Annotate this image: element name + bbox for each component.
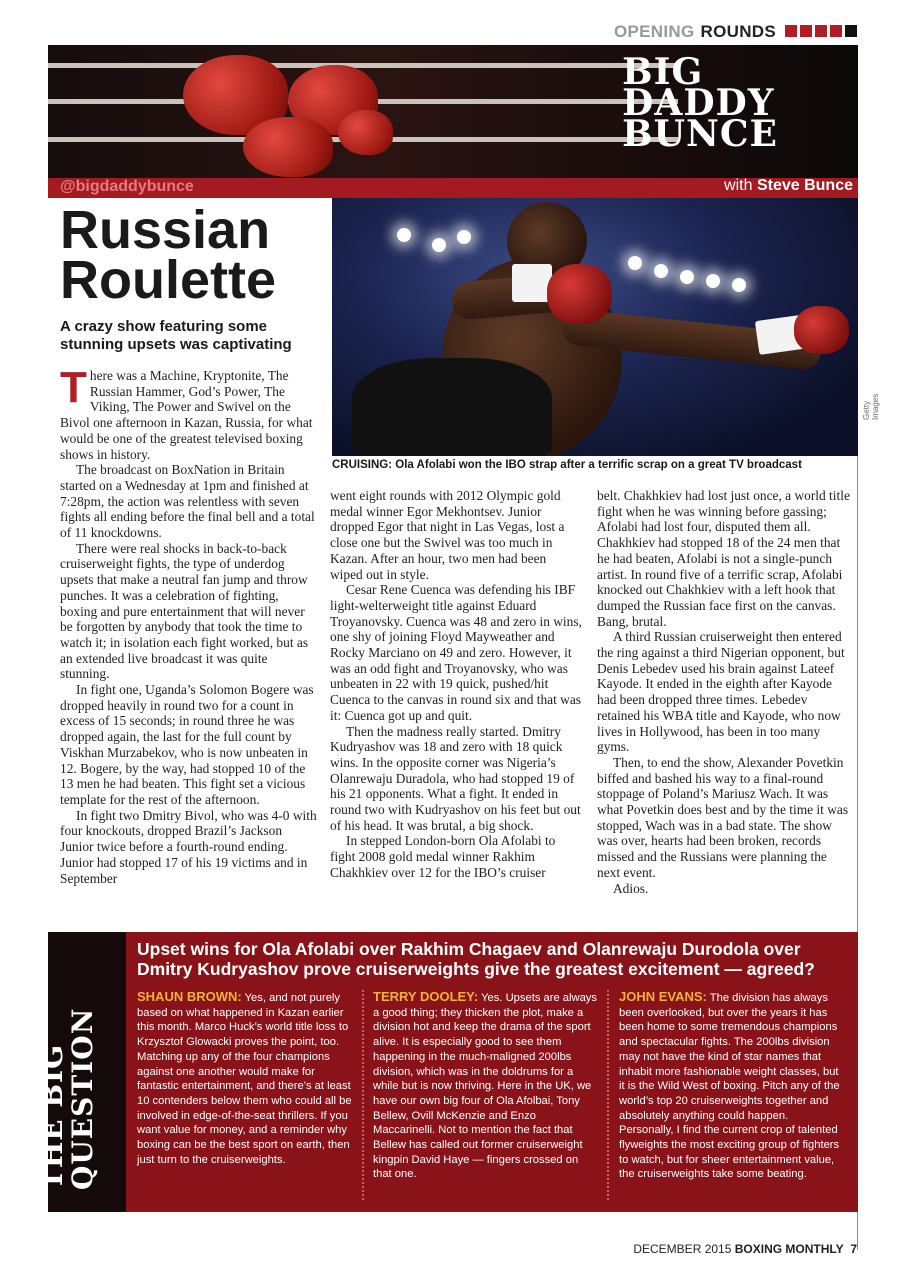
twitter-handle: @bigdaddybunce xyxy=(60,178,194,195)
answer-name: JOHN EVANS: xyxy=(619,989,707,1004)
paragraph: There were real shocks in back-to-back cruiserweight fights, the type of underdog upsets that make a neutral fan jump and throw punches. It was a celebration of fighting, boxing and pure entertainment that will never be forgotten by anybody that took the time to watch it; in isolation each fight worked, but as an extended live broadcast it was quite stunning. xyxy=(60,540,309,682)
paragraph: Then, to end the show, Alexander Povetkin biffed and bashed his way to a final-round stoppage of Poland’s Mariusz Wach. It was what Povetkin does best and by the time it was stopped, Wach was in a bad state. The show was over, hearts had been broken, records missed and the Russians were planning the next event. xyxy=(597,754,849,880)
section-squares xyxy=(782,22,857,42)
photo-caption: CRUISING: Ola Afolabi won the IBO strap after a terrific scrap on a great TV broadcast xyxy=(332,459,802,471)
paragraph: In stepped London-born Ola Afolabi to fight 2008 gold medal winner Rakhim Chakhkiev over 12 for the IBO’s cruiser xyxy=(330,833,556,880)
first-paragraph: There was a Machine, Kryptonite, The Russian Hammer, God’s Power, The Viking, The Power and Swivel on the Bivol one afternoon in Kazan, Russia, for what would be one of the greatest televised boxing shows in history. xyxy=(60,363,313,462)
answer-shaun-brown xyxy=(137,990,357,1167)
boxer-photo xyxy=(332,198,858,456)
paragraph: Cesar Rene Cuenca was defending his IBF light-welterweight title against Eduard Troyanovsky. Cuenca was 48 and zero in wins, one shy of joining Floyd Mayweather and Rocky Marciano on 49 and zero. However, it was an odd fight and Troyanovsky, who was unbeaten in 22 with 19 quick, pushed/hit Cuenca to the canvas in round six and that was it: Cuenca got up and quit. xyxy=(330,582,582,723)
author-name: Steve Bunce xyxy=(756,177,853,194)
magazine-name: BOXING MONTHLY xyxy=(734,1242,844,1256)
section-word-2: ROUNDS xyxy=(700,22,776,41)
issue-date: DECEMBER 2015 xyxy=(633,1242,732,1256)
paragraph: A third Russian cruiserweight then entered the ring against a third Nigerian opponent, but Denis Lebedev used his brain against Lateef Kayode. It ended in the eighth after Kayode had been dropped three times. Lebedev retained his WBA title and Kayode, who now lives in Hollywood, has been in too many gyms. xyxy=(597,629,845,755)
byline: with Steve Bunce xyxy=(724,177,853,194)
big-question-title: THE BIG QUESTION xyxy=(36,1007,99,1190)
big-question-text: Upset wins for Ola Afolabi over Rakhim Chagaev and Olanrewaju Durodola over Dmitry Kudryashov prove cruiserweights give the greatest excitement — agreed? xyxy=(137,939,815,979)
article-column-1 xyxy=(60,363,318,886)
answer-name: TERRY DOOLEY: xyxy=(373,989,479,1004)
answer-text: Yes, and not purely based on what happened in Kazan earlier this month. Marco Huck’s world title loss to Krzysztof Glowacki proves the point, too. Matching up any of the four champions against one another would make for fantastic entertainment, and there’s at least 10 contenders below them who could all be involved in edge-of-the-seat thrillers. If you want value for money, and a reminder why boxing can be the best sport on earth, then just turn to the cruiserweights. xyxy=(137,992,352,1166)
paragraph: The broadcast on BoxNation in Britain started on a Wednesday at 1pm and finished at 7:28pm, the action was relentless with seven fights all ending before the final bell and a total of 11 knockdowns. xyxy=(60,462,315,541)
answer-text: The division has always been overlooked, but over the years it has been home to some tremendous champions and spectacular fights. The 200lbs division may not have the kind of star names that inhabit more fashionable weight classes, but it is the Wild West of boxing. Pitch any of the world’s top 20 cruiserweights together and absolutely anything could happen. Personally, I find the current crop of talented flyweights the most exciting group of fighters to watch, but for sheer entertainment value, the cruiserweights take some beating. xyxy=(619,992,840,1181)
paragraph: In fight one, Uganda’s Solomon Bogere was dropped heavily in round two for a count in excess of 15 seconds; in round three he was dropped again, the last for the full count by Viskhan Murzabekov, who is now unbeaten in 12. Bogere, by the way, had stopped 10 of the 13 men he had beaten. This fight set a vicious template for the rest of the afternoon. xyxy=(60,682,314,807)
paragraph: went eight rounds with 2012 Olympic gold medal winner Egor Mekhontsev. Junior dropped Egor that night in Las Vegas, lost a close one but the Swivel was too much in Kazan. After an hour, two men had been wiped out in style. xyxy=(330,488,565,582)
standfirst: A crazy show featuring some stunning upsets was captivating xyxy=(60,318,292,353)
answer-john-evans xyxy=(619,990,841,1182)
column-divider xyxy=(362,990,364,1200)
photo-credit: Getty Images xyxy=(862,393,880,420)
column-title: BIG DADDY BUNCE xyxy=(622,51,778,155)
section-label xyxy=(614,22,857,42)
headline: Russian Roulette xyxy=(60,200,276,310)
column-banner xyxy=(48,45,858,180)
answer-name: SHAUN BROWN: xyxy=(137,989,242,1004)
answer-terry-dooley xyxy=(373,990,598,1182)
section-word-1: OPENING xyxy=(614,22,695,41)
page-footer xyxy=(633,1242,857,1256)
paragraph: In fight two Dmitry Bivol, who was 4-0 with four knockouts, dropped Brazil’s Jackson Junior twice before a fourth-round ending. Junior had stopped 17 of his 19 victims and in September xyxy=(60,807,317,886)
article-column-2 xyxy=(330,488,582,881)
column-divider xyxy=(607,990,609,1200)
answer-text: Yes. Upsets are always a good thing; they thicken the plot, make a division hot and keep the drama of the sport alive. It is especially good to see them happening in the much-maligned 200lbs division, which was in the doldrums for a while but is now thriving. Here in the UK, we have our own big four of Ola Afolbai, Tony Bellew, Ovill McKenzie and Enzo Maccarinelli. Not to mention the fact that Bellew has called out former cruiserweight kingpin David Haye — fingers crossed on that one. xyxy=(373,992,597,1181)
page-number: 7 xyxy=(850,1242,857,1256)
glove-image xyxy=(243,117,333,177)
paragraph: Then the madness really started. Dmitry Kudryashov was 18 and zero with 18 quick wins. In the opposite corner was Nigeria’s Olanrewaju Duradola, who had stopped 19 of his 21 opponents. What a fight. It ended in round two with Kudryashov on his feet but out of his head. It was brutal, a big shock. xyxy=(330,723,581,833)
paragraph: Adios. xyxy=(613,880,649,896)
glove-image xyxy=(338,110,393,155)
drop-cap: T xyxy=(60,363,87,412)
article-column-3 xyxy=(597,488,851,896)
paragraph: belt. Chakhkiev had lost just once, a world title fight when he was winning before gassing; Afolabi had lost four, disputed them all. Chakhkiev had stopped 18 of the 24 men that he had beaten, Afolabi is not a single-punch artist. In round five of a terrific scrap, Afolabi knocked out Chakhkiev with a left hook that dumped the Russian face first on the canvas. Bang, brutal. xyxy=(597,488,850,629)
